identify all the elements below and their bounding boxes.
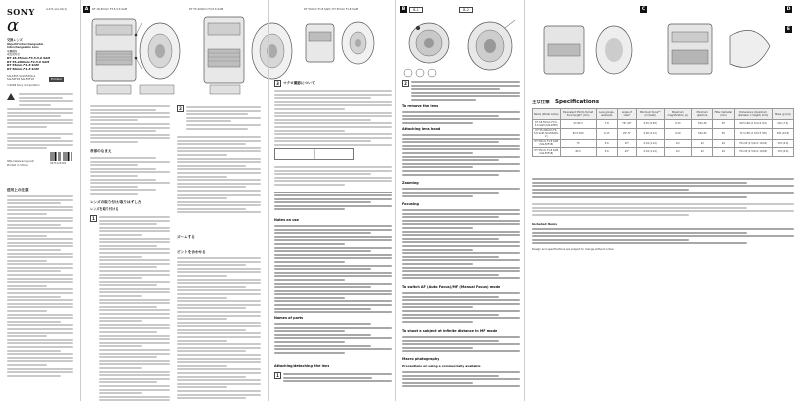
divider-2 xyxy=(268,0,269,401)
product-code: 4271xx5201 xyxy=(50,162,67,165)
model-3: DT 55mm F1.8 SAM xyxy=(7,64,39,68)
heading-attach-ja: レンズの取り付け/取りはずし方 xyxy=(90,200,142,204)
warning-icon xyxy=(7,93,15,100)
spec-cell: 32° xyxy=(617,139,636,148)
illustration-b1b xyxy=(402,66,457,80)
spec-cell: DT 55-200mm F4-5.6 SAM (SAL55200-2) xyxy=(534,129,559,139)
spec-cell: 55 xyxy=(713,120,734,129)
heading-afmf-en: To switch AF (Auto Focus)/MF (Manual Focus) mode xyxy=(402,285,501,289)
caption-50mm: DT 50mm F1.8 SAM / DT 55mm F1.8 SAM xyxy=(304,8,358,11)
step-b1-label: B-1 xyxy=(409,7,423,13)
illustration-c xyxy=(534,16,644,86)
spec-cell: 0.29 xyxy=(664,128,692,139)
heading-focus-ja: ピントを合わせる xyxy=(177,250,206,254)
spec-cell: 0.95 (3.12) xyxy=(636,128,664,139)
specs-table xyxy=(532,108,794,157)
included-items-heading: Included items xyxy=(532,222,557,226)
table-row xyxy=(533,128,794,139)
spec-col-header: Name (Model name) xyxy=(533,109,561,120)
spec-cell: 0.34 (1.12) xyxy=(636,139,664,148)
lens-illustration-18-55 xyxy=(90,13,185,98)
spec-cell: 49 xyxy=(713,139,734,148)
spec-cell: 82.5 xyxy=(560,148,596,157)
spec-cell: 69.5×69 (2 3/4×2 3/4) xyxy=(734,120,772,129)
spec-cell: 9-13 xyxy=(596,128,617,139)
spec-cell: 29° xyxy=(617,148,636,157)
step-1-marker: 1 xyxy=(90,215,97,222)
lens-illustration-50mm xyxy=(302,16,382,71)
spec-cell: 305 (10.8) xyxy=(772,128,793,139)
spec-col-header: Mass (g (oz)) xyxy=(772,109,793,120)
heading-macro-en: Macro photography xyxy=(402,357,440,361)
spec-cell: 70×45 (2 3/4×1 13/16) xyxy=(734,139,772,148)
table-row xyxy=(533,120,794,129)
heading-zoom-en: Zooming xyxy=(402,181,419,185)
barcode xyxy=(50,152,72,161)
design-note: Design and specifications are subject to change without notice. xyxy=(532,248,615,251)
model-codes-2: SAL50F18 SAL55F18 xyxy=(7,78,34,82)
spec-cell: 27-82.5 xyxy=(560,120,596,129)
spec-cell: 55 xyxy=(713,128,734,139)
heading-focus-en: Focusing xyxy=(402,202,419,206)
title-en: Interchangeable Lens xyxy=(7,46,39,49)
spec-cell: 0.34 (1.12) xyxy=(636,148,664,157)
heading-parts-ja: 各部のなまえ xyxy=(90,149,112,153)
heading-attach-en: Attaching/detaching the lens xyxy=(274,364,330,368)
spec-cell: 0.25 (0.83) xyxy=(636,120,664,129)
step-1-en-marker: 1 xyxy=(274,372,281,379)
caption-18-55: DT 18-55mm F3.5-5.6 SAM xyxy=(92,8,128,11)
spec-cell: 0.2 xyxy=(664,139,692,148)
spec-col-header: Equivalent 35mm-format focal length* (mm) xyxy=(560,109,596,120)
spec-col-header: Minimum focus** (m (feet)) xyxy=(636,109,664,120)
specs-heading-en: Specifications xyxy=(555,99,600,105)
section-letter-c: C xyxy=(641,7,646,12)
macro-table xyxy=(274,148,354,160)
spec-cell: f/22-36 xyxy=(692,120,713,129)
section-letter-b: B xyxy=(401,7,406,12)
heading-remove-en: To remove the lens xyxy=(402,104,439,108)
heading-hood-en: Attaching lens hood xyxy=(402,127,441,131)
col-a-left-text xyxy=(90,105,170,221)
divider-1 xyxy=(80,0,81,401)
step-2-marker: 2 xyxy=(177,105,184,112)
section-letter-a: A xyxy=(84,7,89,12)
spec-cell: 49 xyxy=(713,148,734,157)
specs-notes xyxy=(532,178,794,251)
spec-cell: 76°-29° xyxy=(617,120,636,129)
spec-cell: f/32-45 xyxy=(692,128,713,139)
divider-3 xyxy=(395,0,396,401)
specs-heading-ja: 主な仕様 xyxy=(532,100,550,105)
step-3-marker: 3 xyxy=(274,80,281,87)
spec-cell: 70×45 (2 3/4×1 13/16) xyxy=(734,148,772,157)
heading-infinite-en: To shoot a subject at infinite distance in MF mode xyxy=(402,329,498,333)
heading-precautions-en: Precautions on using a commercially available xyxy=(402,364,481,368)
alpha-mark: α xyxy=(7,16,20,36)
model-2: DT 55-200mm F4-5.6 SAM xyxy=(7,60,50,64)
brand-logo: SONY xyxy=(7,7,35,17)
spec-col-header: Minimum aperture xyxy=(692,109,713,120)
heading-zoom-ja: ズームする xyxy=(177,235,195,239)
step-b2-label: B-2 xyxy=(459,7,473,13)
spec-cell: 22 xyxy=(692,139,713,148)
section-letter-d: D xyxy=(786,7,791,12)
spec-cell: DT 50mm F1.8 SAM (SAL50F18) xyxy=(534,140,559,147)
printed-badge: Printed xyxy=(51,77,62,81)
illustration-d xyxy=(660,16,780,86)
spec-cell: DT 18-55mm F3.5-5.6 SAM (SAL1855) xyxy=(533,120,561,129)
spec-cell: 0.2 xyxy=(664,148,692,157)
spec-cell: 0.34 xyxy=(664,120,692,129)
title-ja: 交換レンズ xyxy=(7,38,23,42)
spec-cell: 5-6 xyxy=(596,139,617,148)
spec-col-header: Lens groups-elements xyxy=(596,109,617,120)
model-codes-1: SAL1855 SAL55200-2 xyxy=(7,75,36,78)
model-1: DT 18-55mm F3.5-5.6 SAM xyxy=(7,57,51,60)
spec-col-header: Filter diameter (mm) xyxy=(713,109,734,120)
spec-col-header: Angle of view* xyxy=(617,109,636,120)
spec-cell: 71.5×85 (2 7/8×3 3/8) xyxy=(734,128,772,139)
spec-cell: 75 xyxy=(560,139,596,148)
heading-macro-ja: マクロ撮影について xyxy=(283,81,316,85)
table-row xyxy=(533,148,794,157)
spec-cell: 7-8 xyxy=(596,120,617,129)
illustration-b1 xyxy=(402,16,457,71)
illustration-b2 xyxy=(460,16,520,76)
manual-label: 取扱説明書 xyxy=(7,53,20,56)
table-row xyxy=(533,139,794,148)
spec-col-header: Maximum magnification (x) xyxy=(664,109,692,120)
spec-cell: 170 (6.0) xyxy=(772,148,793,157)
sony-url: http://www.sony.net/ xyxy=(7,160,34,163)
heading-precautions-ja: 使用上の注意 xyxy=(7,188,29,192)
spec-cell: DT 55mm F1.8 SAM (SAL55F18) xyxy=(534,148,559,155)
lens-illustration-55-200 xyxy=(196,13,296,98)
printed-in: Printed in China xyxy=(7,164,28,167)
divider-4 xyxy=(524,0,525,401)
section-letter-e: E xyxy=(786,27,791,32)
heading-attach-lens-ja: レンズを取り付ける xyxy=(90,207,119,211)
spec-col-header: Dimensions (maximum diameter × height) (mm) xyxy=(734,109,772,120)
spec-cell: 22 xyxy=(692,148,713,157)
title-zh: 可换镜头 xyxy=(7,49,18,53)
spec-cell: 210 (7.4) xyxy=(772,120,793,129)
spec-cell: 5-6 xyxy=(596,148,617,157)
title-fr: Objectif interchangeable xyxy=(7,42,44,46)
spec-cell: 29°-8° xyxy=(617,128,636,139)
heading-names-en: Names of parts xyxy=(274,316,304,320)
heading-notes-en: Notes on use xyxy=(274,218,299,222)
spec-cell: 170 (6.0) xyxy=(772,139,793,148)
spec-cell: 82.5-300 xyxy=(560,128,596,139)
specs-header-row xyxy=(533,109,794,120)
step-2-en-marker: 2 xyxy=(402,80,409,87)
caption-55-200: DT 55-200mm F4-5.6 SAM xyxy=(189,8,224,11)
model-4: DT 50mm F1.8 SAM xyxy=(7,67,39,71)
part-number: 4-271-xxx-01(1) xyxy=(46,8,67,11)
copyright: ©2009 Sony Corporation xyxy=(7,84,40,87)
